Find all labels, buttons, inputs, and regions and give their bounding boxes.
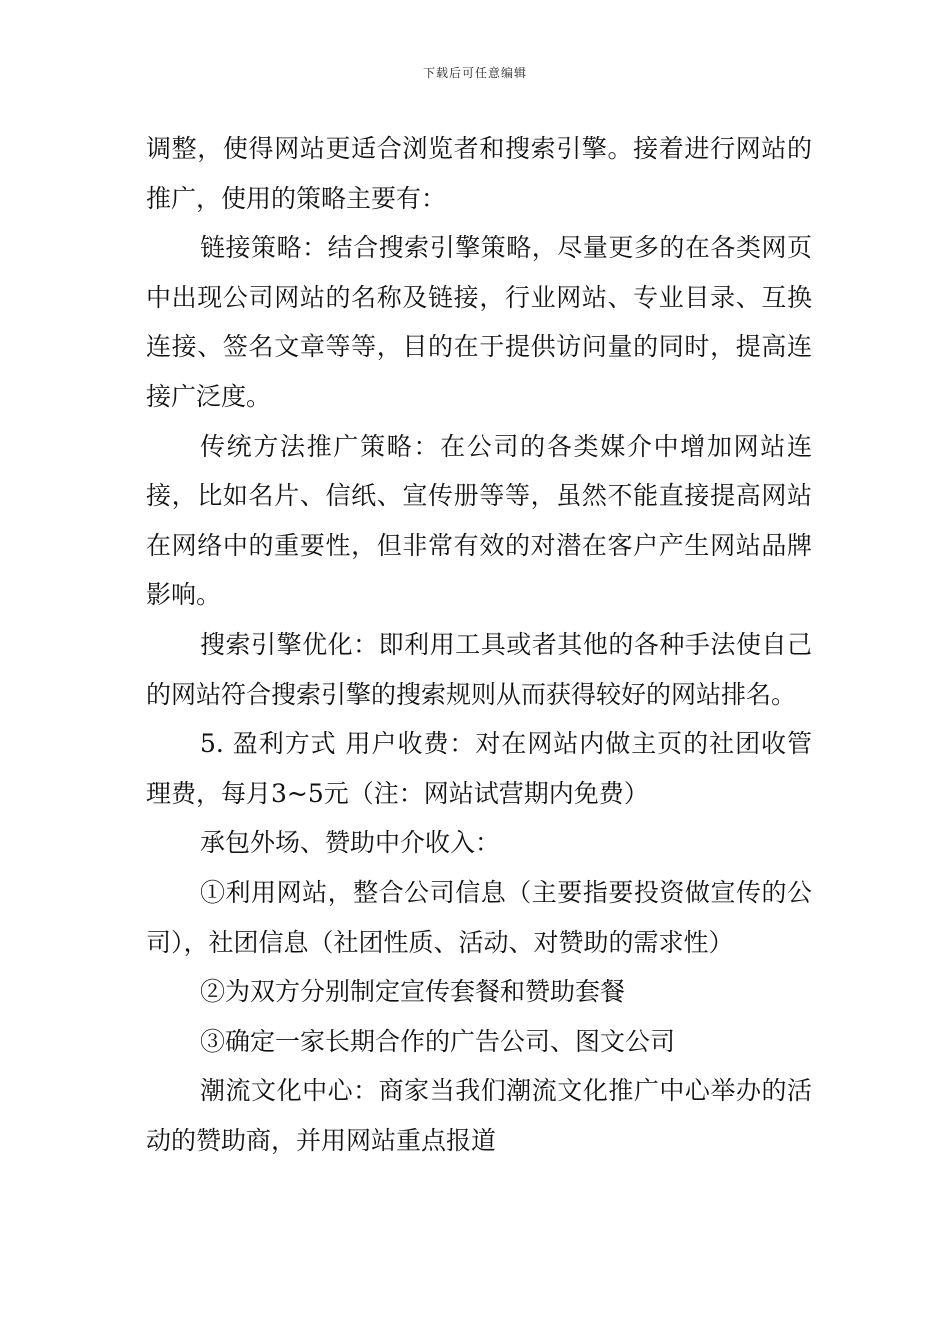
paragraph-trend-center: 潮流文化中心：商家当我们潮流文化推广中心举办的活动的赞助商，并用网站重点报道 bbox=[146, 1076, 812, 1155]
paragraph-profit-model: 5. 盈利方式 用户收费：对在网站内做主页的社团收管理费，每月3~5元（注：网站试营期内免费） bbox=[146, 729, 812, 808]
document-body bbox=[146, 124, 812, 1165]
paragraph-seo: 搜索引擎优化：即利用工具或者其他的各种手法使自己的网站符合搜索引擎的搜索规则从而获得较好的网站排名。 bbox=[146, 629, 812, 709]
list-item-3: ③确定一家长期合作的广告公司、图文公司 bbox=[200, 1026, 676, 1056]
paragraph-traditional-strategy: 传统方法推广策略：在公司的各类媒介中增加网站连接，比如名片、信纸、宣传册等等，虽然不能直接提高网站在网络中的重要性，但非常有效的对潜在客户产生网站品牌影响。 bbox=[146, 431, 812, 610]
paragraph-intro: 调整，使得网站更适合浏览者和搜索引擎。接着进行网站的推广，使用的策略主要有： bbox=[146, 134, 812, 213]
page-header: 下载后可任意编辑 bbox=[422, 66, 527, 80]
list-item-2: ②为双方分别制定宣传套餐和赞助套餐 bbox=[200, 977, 626, 1007]
list-item-1: ①利用网站，整合公司信息（主要指要投资做宣传的公司），社团信息（社团性质、活动、对赞助的需求性） bbox=[146, 877, 812, 957]
paragraph-link-strategy: 链接策略：结合搜索引擎策略，尽量更多的在各类网页中出现公司网站的名称及链接，行业网站、专业目录、互换连接、签名文章等等，目的在于提供访问量的同时，提高连接广泛度。 bbox=[146, 233, 812, 411]
paragraph-sponsorship-income: 承包外场、赞助中介收入： bbox=[200, 828, 501, 858]
